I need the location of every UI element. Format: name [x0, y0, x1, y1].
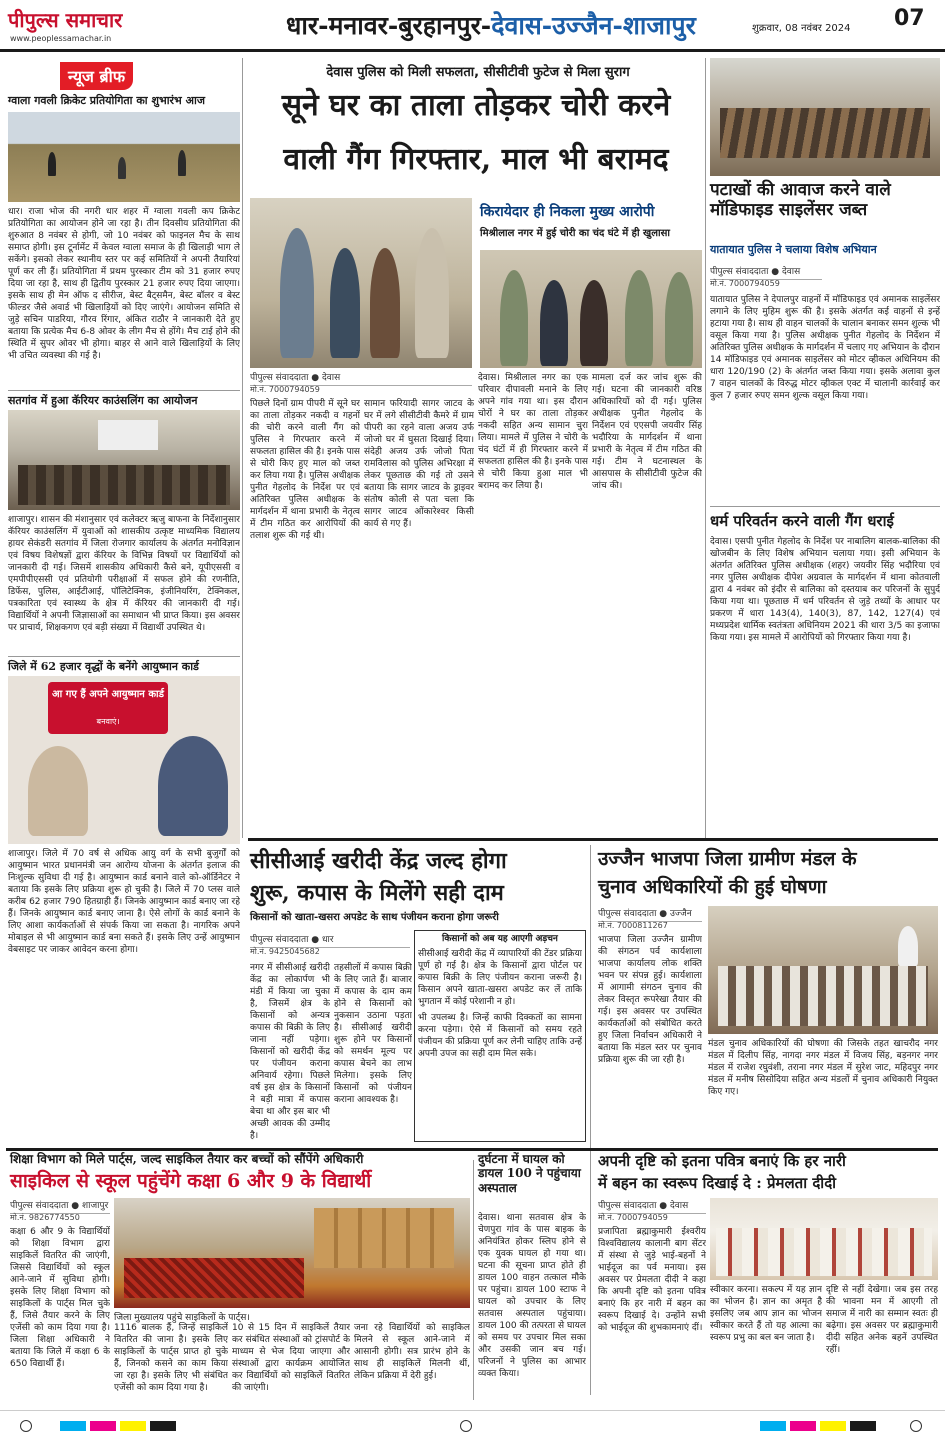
- cci-box-body: सीसीआई खरीदी केंद्र में व्यापारियों की टेंडर प्रक्रिया पूर्ण हो गई है। क्षेत्र के किसानों द्वारा पोर्टल पर कपास बिक्री के लिए पंजीयन कराना जरूरी है। किसान अपने खाता-खसरा अपडेट कर लें ताकि भुगतान में कोई परेशानी न हो।: [418, 949, 582, 1007]
- brief3-headline: जिले में 62 हजार वृद्धों के बनेंगे आयुष्मान कार्ड: [8, 660, 199, 673]
- police-officer: [415, 228, 449, 358]
- color-swatch: [60, 1421, 86, 1431]
- top-story-kicker: देवास पुलिस को मिली सफलता, सीसीटीवी फुटेज से मिला सुराग: [326, 65, 630, 80]
- divider: [8, 656, 240, 657]
- audience: [718, 966, 928, 1026]
- bicycle-parts-photo: [114, 1198, 470, 1308]
- ujjain-headline-line1: उज्जैन भाजपा जिला ग्रामीण मंडल के: [598, 848, 857, 870]
- ujjain-mobile: मो.नं. 7000811267: [598, 921, 668, 930]
- color-swatch: [790, 1421, 816, 1431]
- color-swatch: [850, 1421, 876, 1431]
- parts-pile: [124, 1258, 304, 1298]
- color-swatch: [150, 1421, 176, 1431]
- silencer-mobile: मो.नं. 7000794059: [710, 279, 780, 288]
- top-story-headline-line2: वाली गैंग गिरफ्तार, माल भी बरामद: [283, 142, 669, 177]
- column-rule: [705, 58, 706, 838]
- section-divider: [248, 838, 938, 841]
- premlata-body2: स्वीकार करना। सकल्प में यह ज्ञान का भोजन है। ज्ञान का अमृत है इसलिए जब आप ज्ञान का भोजन स्वीकार करते हैं तो यह आत्मा का स्वरूप प्रभु का बल बन जाता है।: [710, 1285, 822, 1343]
- top-story-body1: पिछले दिनों ग्राम पीपरी में सूने घर का ताला तोड़कर नकदी व गहनों की चोरी करने वाली गैंग को पुलिस ने गिरफ्तार करने में सफलता हासिल की है। इनके पास से चोरी किए हुए माल को जब्त कर लिया गया है। पुलिस अधीक्षक पुनीत गेहलोद के निर्देश पर एवं अतिरिक्त पुलिस अधीक्षक के मार्गदर्शन में थाना प्रभारी के नेतृत्व में टीम गठित कर आरोपियों की तलाश शुरू की गई थी।: [250, 399, 360, 541]
- brand-url: www.peoplessamachar.in: [10, 34, 112, 43]
- divider: [8, 390, 240, 391]
- issue-date: शुक्रवार, 08 नवंबर 2024: [752, 23, 851, 34]
- top-story-body3: देवास। मिश्रीलाल नगर का एक परिवार दीपावली मनाने के लिए अपने गांव गया था। इस दौरान चोरों ने घर का ताला तोड़कर नकदी सहित अन्य सामान चुरा लिया। मामले में पुलिस ने चोरी के चंद घंटों में ही गिरफ्तार करने में सफलता हासिल की है। इनके पास से चोरी किया हुआ माल भी बरामद कर लिया है।: [478, 373, 588, 491]
- person-figure: [118, 157, 126, 179]
- conversion-headline: धर्म परिवर्तन करने वाली गैंग धराई: [710, 512, 894, 530]
- section-divider: [6, 1148, 938, 1151]
- accused-person: [580, 280, 608, 366]
- color-swatch: [820, 1421, 846, 1431]
- brief2-headline: सतगांव में हुआ कॅरियर काउंसलिंग का आयोजन: [8, 394, 198, 407]
- ayushman-banner-title: आ गए हैं अपने आयुष्मान कार्ड: [52, 689, 164, 700]
- color-bar: [60, 1421, 190, 1431]
- premlata-headline-line1: अपनी दृष्टि को इतना पवित्र बनाएं कि हर नारी: [598, 1152, 846, 1170]
- silencer-pile: [720, 108, 930, 158]
- bicycle-photo-caption: जिला मुख्यालय पहुंचे साइकिलों के पार्ट्स।: [114, 1313, 250, 1323]
- brief1-body: धार। राजा भोज की नगरी धार शहर में ग्वाला गवली कप क्रिकेट प्रतियोगिता का आयोजन होने जा रहा है। तीन दिवसीय प्रतियोगिता की शुरुआत 8 नवंबर से होगी, जो 10 नवंबर को फाइनल मैच के साथ समाप्त होगी। इस टूर्नामेंट में केवल ग्वाला समाज के ही खिलाड़ी भाग ले सकेंगे। इसको लेकर स्थानीय स्तर पर कई समितियों ने अपनी तैयारियां पूर्ण कर ली हैं। प्रतियोगिता में प्रथम पुरस्कार टीम को 31 हजार रुपए दिया जा रहा है, साथ ही द्वितीय पुरस्कार 21 हजार रुपए दिया जाएगा। इसके साथ ही मेन ऑफ द सीरीज, बेस्ट बैट्समैन, बेस्ट बॉलर व बेस्ट फील्डर जैसे अवार्ड भी खिलाड़ियों को दिए जाएंगे। आयोजन समिति से जुड़े सचिन पाडरिया, गौरव रिंगार, अंकित राठौर ने जानकारी देते हुए बताया कि प्रत्येक मैच 6-8 ओवर के लीग मैच से होंगे। मैच टाई होने की स्थिति में सुपर ओवर भी होगा। बाहर से आने वाले खिलाड़ियों के लिए भी उचित व्यवस्था की गई है।: [8, 207, 240, 361]
- accident-body: देवास। थाना सतवास क्षेत्र के चेणपुरा गांव के पास बाइक के अनियंत्रित होकर स्लिप होने से एक युवक घायल हो गया था। घटना की सूचना प्राप्त होते ही डायल 100 वाहन तत्काल मौके पर पहुंचा। डायल 100 स्टाफ ने घायल को उपचार के लिए सतवास अस्पताल पहुंचाया। डायल 100 की तत्परता से घायल को समय पर उपचार मिल सका और उसकी जान बच गई। परिजनों ने पुलिस का आभार व्यक्त किया।: [478, 1213, 586, 1379]
- brahmakumari-event-photo: [710, 1198, 938, 1280]
- bicycle-body1: कक्षा 6 और 9 के विद्यार्थियों को शिक्षा विभाग द्वारा साइकिलें वितरित की जाएंगी, जिससे विद्यार्थियों को स्कूल आने-जाने में सुविधा होगी। इसके लिए शिक्षा विभाग को साइकिलों के पार्ट्स मिल चुके हैं, जिसे तैयार करने के लिए एजेंसी को काम दिया गया है। जिला शिक्षा अधिकारी ने बताया कि जिले में कक्षा 6 के 650 विद्यार्थी हैं।: [10, 1227, 110, 1369]
- top-story-body4: मामला दर्ज कर जांच शुरू की गई। घटना की जानकारी वरिष्ठ अधिकारियों को दी गई। पुलिस अधीक्षक पुनीत गेहलोद के निर्देशन एवं एएसपी जयवीर सिंह भदौरिया के मार्गदर्शन में थाना प्रभारी के नेतृत्व में टीम गठित की गई। टीम ने घटनास्थल के आसपास के सीसीटीवी फुटेज की जांच की।: [592, 373, 702, 491]
- bicycle-body4: जना रहे विद्यार्थियों को साइकिल मिलने से स्कूल आने-जाने में आसानी होगी। सत्र प्रारंभ होने के साथ ही साइकिलें मिलनी थीं, लेकिन प्रक्रिया में देरी हुई।: [354, 1323, 470, 1381]
- page-section-title: [286, 8, 696, 42]
- police-officer: [280, 228, 314, 358]
- police-officer: [625, 270, 653, 366]
- attendees: [716, 1228, 932, 1276]
- ayushman-banner-sub: बनवाएं।: [96, 717, 120, 726]
- premlata-byline: पीपुल्स संवाददाता ● देवास: [598, 1198, 706, 1214]
- elderly-man: [28, 746, 88, 836]
- premlata-mobile: मो.नं. 7000794059: [598, 1213, 668, 1222]
- registration-mark: [20, 1420, 32, 1432]
- premlata-headline-line2: में बहन का स्वरूप दिखाई दे : प्रेमलता दीदी: [598, 1174, 837, 1192]
- police-officer: [500, 270, 528, 366]
- ujjain-headline-line2: चुनाव अधिकारियों की हुई घोषणा: [598, 876, 827, 898]
- person-figure: [178, 150, 186, 176]
- cci-body4: भी उपलब्ध है। जिन्हें काफी दिक्कतों का सामना करना पड़ेगा। ऐसे में किसानों को समय रहते पंजीयन की प्रक्रिया पूर्ण कर लेनी चाहिए ताकि उन्हें अपनी उपज का सही दाम मिल सके।: [418, 1013, 582, 1059]
- color-swatch: [120, 1421, 146, 1431]
- cci-body1: नगर में सीसीआई खरीदी केंद्र का लोकार्पण भी मंडी में किया जा चुका है, जिसमें क्षेत्र के किसानों को अन्यत्र कपास की बिक्री के लिए जाना नहीं पड़ेगा। किसानों को खरीदी केंद्र पर पंजीयन कराना अनिवार्य रहेगा। पिछले वर्ष इस क्षेत्र के किसानों ने बड़ी मात्रा में कपास बेचा था और इस बार भी अच्छी आवक की उम्मीद है।: [250, 963, 330, 1141]
- cci-headline-line1: सीसीआई खरीदी केंद्र जल्द होगा: [250, 848, 507, 874]
- person-figure: [48, 152, 56, 176]
- brief1-headline: ग्वाला गवली क्रिकेट प्रतियोगिता का शुभारंभ आज: [8, 94, 206, 107]
- brand-logo: पीपुल्स समाचार: [8, 8, 123, 32]
- arrested-gang-photo: [250, 198, 472, 368]
- bicycle-headline: साइकिल से स्कूल पहुंचेंगे कक्षा 6 और 9 के विद्यार्थी: [10, 1170, 372, 1192]
- color-swatch: [90, 1421, 116, 1431]
- accident-headline: दुर्घटना में घायल को डायल 100 ने पहुंचाया अस्पताल: [478, 1152, 581, 1195]
- board: [98, 420, 158, 450]
- conversion-body: देवास। एसपी पुनीत गेहलोद के निर्देश पर नाबालिग बालक-बालिका की खोजबीन के लिए विशेष अभियान चलाया गया। इसी अभियान के अंतर्गत अतिरिक्त पुलिस अधीक्षक (शहर) जयवीर सिंह भदौरिया एवं नगर पुलिस अधीक्षक दीपेश अग्रवाल के मार्गदर्शन में थाना कोतवाली द्वारा 4 नवंबर को इंदौर से बालिका को दस्तयाब कर परिजनों के सुपुर्द किया गया था। पूछताछ में धर्म परिवर्तन से जुड़े तथ्यों के आधार पर प्रकरण में धारा 143(4), 140(3), 87, 142, 127(4) एवं मध्यप्रदेश धार्मिक स्वतंत्रता अधिनियम 2021 की धारा 3/5 का इजाफा किया गया। इस मामले में आरोपियों को गिरफ्तार किया गया है।: [710, 537, 940, 643]
- cci-mobile: मो.नं. 9425045682: [250, 947, 320, 956]
- bicycle-byline: पीपुल्स संवाददाता ● शाजापुर: [10, 1198, 110, 1214]
- students-row: [18, 465, 230, 505]
- bicycle-mobile: मो.नं. 9826774550: [10, 1213, 80, 1222]
- silencer-headline: पटाखों की आवाज करने वाले मॉडिफाइड साइलेंसर जब्त: [710, 180, 891, 221]
- column-rule: [242, 58, 243, 838]
- top-story-mobile: मो.नं. 7000794059: [250, 385, 320, 394]
- brief2-body: शाजापुर। शासन की मंशानुसार एवं कलेक्टर ऋजु बाफना के निर्देशानुसार कॅरियर काउंसलिंग में युवाओं को शासकीय उत्कृष्ट माध्यमिक विद्यालय हायर सेकंडरी सतगांव में जिला रोजगार कार्यालय के अंतर्गत मनोविज्ञान एवं विषय विशेषज्ञों द्वारा कॅरियर के विभिन्न विषयों पर विद्यार्थियों को जानकारी दी गई। जिसमें शासकीय अधिकारी कैसे बने, यूपीएससी व एमपीपीएससी एवं प्रतियोगी परीक्षाओं में सफल होने की रणनीति, डिफेंस, पुलिस, आईटीआई, पॉलिटेक्निक, इंजीनियरिंग, टेक्निकल, पत्रकारिता एवं स्वास्थ्य के क्षेत्र में कॅरियर की जानकारी दी गई। विद्यार्थियों ने अपनी जिज्ञासाओं का समाधान भी प्राप्त किया। इस अवसर पर प्राचार्य, शिक्षकगण एवं बड़ी संख्या में विद्यार्थी उपस्थित थे।: [8, 515, 240, 633]
- bicycle-kicker: शिक्षा विभाग को मिले पार्ट्स, जल्द साइकिल तैयार कर बच्चों को सौंपेंगे अधिकारी: [10, 1152, 364, 1166]
- ayushman-card-photo: [8, 676, 240, 844]
- silencer-sub: यातायात पुलिस ने चलाया विशेष अभियान: [710, 243, 877, 256]
- top-story-body2: सामान फरियादी सागर जाटव के घर में लगे सीसीटीवी कैमरे में ग्राम पीपरी का रहने वाला अजय उर्फ जोजो घर में घुसता दिखाई दिया। संदेही अजय उर्फ जोजो पिता रामविलास को पुलिस अभिरक्षा में लेकर पूछताछ की गई तो उसने बताया कि सागर जाटव के ड्राइवर संतोष कोली से पता चला कि सागर जाटव ओंकारेश्वर किसी कार्य से गए हैं।: [364, 399, 474, 529]
- cartons: [314, 1208, 454, 1268]
- top-story-sub2: मिश्रीलाल नगर में हुई चोरी का चंद घंटे में ही खुलासा: [480, 228, 670, 239]
- accused-person: [370, 248, 400, 358]
- bicycle-body2: 1116 बालक हैं, जिन्हें साइकिलें वितरित की जाना है। इसके लिए साइकिलों के पार्ट्स प्राप्त हो चुके हैं, जिनको कसने का काम किया जा रहा है। इसके लिए भी संबंधित एजेंसी को काम दिया गया है।: [114, 1323, 228, 1393]
- top-story-sub1: किरायेदार ही निकला मुख्य आरोपी: [480, 204, 655, 220]
- page-section-title-part1: धार-मनावर-बुरहानपुर-: [286, 11, 492, 40]
- color-bar: [760, 1421, 890, 1431]
- cci-headline-line2: शुरू, कपास के मिलेंगे सही दाम: [250, 880, 504, 906]
- counselling-class-photo: [8, 410, 240, 510]
- speaker: [898, 926, 918, 966]
- operator-person: [158, 736, 228, 836]
- column-rule: [590, 845, 591, 1395]
- cci-byline: पीपुल्स संवाददाता ● धार: [250, 932, 410, 948]
- top-story-byline: पीपुल्स संवाददाता ● देवास: [250, 370, 472, 386]
- silencer-body: यातायात पुलिस ने देपालपुर वाहनों में मॉडिफाइड एवं अमानक साइलेंसर लगाने के लिए मुहिम शुरू की है। इसके अंतर्गत कई वाहनों से इन्हें हटाया गया है। साथ ही वाहन चालकों के चालान बनाकर समन शुल्क भी वसूल किया गया है। पुलिस अधीक्षक पुनीत गेहलोद के निर्देशन में अतिरिक्त पुलिस अधीक्षक के मार्गदर्शन में चलाए गए अभियान के दौरान 14 मॉडिफाइड एवं अमानक साइलेंसर को मोटर व्हीकल अधिनियम की धारा 120/190 (2) के अंतर्गत जब्त किया गया। इसके अलावा कुल 7 वाहन चालकों के विरुद्ध मोटर व्हीकल एक्ट में चालानी कार्रवाई कर कुल 7 हजार रुपए समन शुल्क वसूल किया गया।: [710, 295, 940, 401]
- police-team-photo: [480, 250, 702, 368]
- premlata-body3: दृष्टि से नहीं देखेगा। जब इस तरह की भावना मन में आएगी तो समाज में नारी का सम्मान स्वतः ही बढ़ेगा। इस अवसर पर ब्रह्माकुमारी दीदी सहित अनेक बहनें उपस्थित रहीं।: [826, 1285, 938, 1355]
- cci-sub: किसानों को खाता-खसरा अपडेट के साथ पंजीयन कराना होगा जरूरी: [250, 912, 499, 923]
- silencers-photo: [710, 58, 940, 176]
- silencer-byline: पीपुल्स संवाददाता ● देवास: [710, 264, 822, 280]
- cci-body2: तहसीलों में कपास बिक्री के लिए जाते हैं। बाजार में कपास के दाम कम होने से किसानों को नुकसान उठाना पड़ता है। सीसीआई खरीदी शुरू होने पर किसानों को समर्थन मूल्य पर कपास बेचने का लाभ मिलेगा। इसके लिए किसानों को पंजीयन कराना आवश्यक है।: [334, 963, 412, 1105]
- cci-box-head: किसानों को अब यह आएगी अड़चन: [442, 934, 558, 944]
- registration-mark: [460, 1420, 472, 1432]
- page-section-title-part2: देवास-उज्जैन-शाजापुर: [491, 11, 696, 40]
- top-story-headline-line1: सूने घर का ताला तोड़कर चोरी करने: [281, 88, 671, 123]
- color-swatch: [760, 1421, 786, 1431]
- accused-person: [330, 248, 360, 358]
- premlata-body1: प्रजापिता ब्रह्माकुमारी ईश्वरीय विश्वविद्यालय कालानी बाग सेंटर में संस्था से जुड़े भाई-बहनों ने भाईदूज का पर्व मनाया। इस अवसर पर प्रेमलता दीदी ने कहा कि अपनी दृष्टि को इतना पवित्र बनाएं कि हर नारी में बहन का स्वरूप दिखाई दे। उन्होंने सभी को भाईदूज की शुभकामनाएं दीं।: [598, 1227, 706, 1333]
- ujjain-body1: भाजपा जिला उज्जैन ग्रामीण की संगठन पर्व कार्यशाला भाजपा कार्यालय लोक शक्ति भवन पर संपन्न हुई। कार्यशाला में आगामी संगठन चुनाव की लेकर विस्तृत रूपरेखा तैयार की गई। इस अवसर पर उपस्थित कार्यकर्ताओं को संबोधित करते हुए जिला निर्वाचन अधिकारी ने बताया कि मंडल स्तर पर चुनाव प्रक्रिया शुरू की जा रही है।: [598, 935, 702, 1065]
- police-officer: [665, 272, 693, 366]
- bicycle-body3: 10 से 15 दिन में साइकिलें तैयार कर संबंधित संस्थाओं को ट्रांसपोर्ट के माध्यम से भेज दिया जाएगा और संस्थाओं द्वारा कार्यक्रम आयोजित कर विद्यार्थियों को साइकिलें वितरित की जाएंगी।: [232, 1323, 350, 1393]
- brief3-body: शाजापुर। जिले में 70 वर्ष से अधिक आयु वर्ग के सभी बुजुर्गों को आयुष्मान भारत प्रधानमंत्री जन आरोग्य योजना के अंतर्गत इलाज की निःशुल्क सुविधा दी गई है। आयुष्मान कार्ड बनाने वाले को-ऑर्डिनेटर ने बताया कि इसके लिए प्रक्रिया शुरू हो चुकी है। जिले में 70 प्लस वाले करीब 62 हजार 790 हितग्राही हैं। जिनके आयुष्मान कार्ड बनाए जा रहे हैं। जिनके आयुष्मान कार्ड बनाए जाना है। ऐसे लोगों के कार्ड बनाने के लिए आशा कार्यकर्ताओं से संपर्क किया जा सकता है। नागरिक अपने मोबाइल से भी आयुष्मान कार्ड बना सकते हैं। इसके लिए उन्हें आयुष्मान वेबसाइट पर जाकर आवेदन करना होगा।: [8, 849, 240, 955]
- registration-mark: [910, 1420, 922, 1432]
- accused-person: [540, 280, 568, 366]
- ujjain-body2: मंडल चुनाव अधिकारियों की घोषणा की जिसके तहत खाचरौद नगर मंडल में दिलीप सिंह, नागदा नगर मंडल में विजय सिंह, बड़नगर नगर मंडल में राजेश रघुवंशी, तराना नगर मंडल में सुरेश जाट, महिदपुर नगर मंडल में मनीष सिसोदिया सहित अन्य मंडलों में चुनाव अधिकारी नियुक्त किए गए।: [708, 1039, 938, 1097]
- news-brief-tag: न्यूज ब्रीफ: [60, 62, 133, 90]
- ujjain-byline: पीपुल्स संवाददाता ● उज्जैन: [598, 906, 702, 922]
- cricket-ground-photo: [8, 112, 240, 202]
- column-rule: [473, 1160, 474, 1400]
- bjp-meeting-photo: [708, 906, 938, 1034]
- page-number: 07: [894, 6, 925, 31]
- divider: [710, 506, 940, 507]
